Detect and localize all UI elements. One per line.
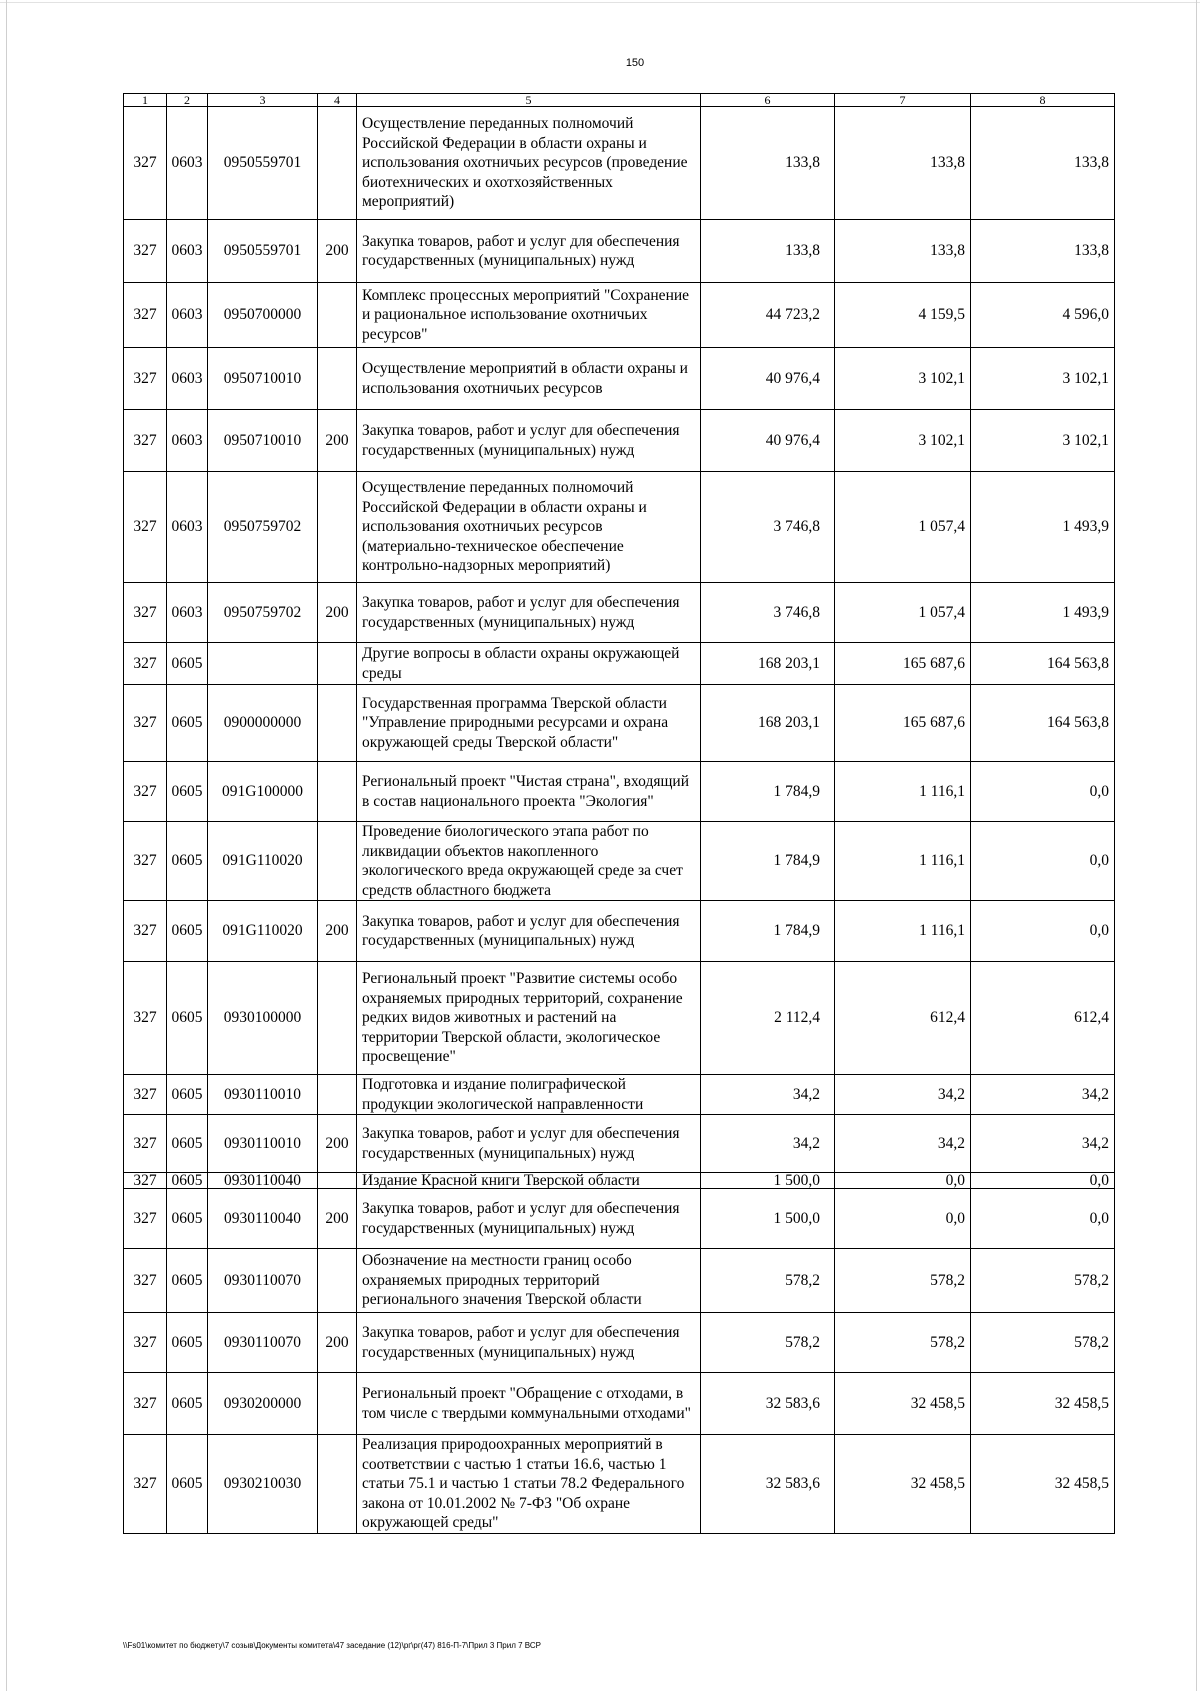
cell-expense-type: 200	[318, 583, 357, 643]
page-number: 150	[625, 57, 645, 69]
cell-description: Проведение биологического этапа работ по ликвидации объектов накопленного экологического вреда окружающей среде за счет средств областного бюджета	[357, 822, 701, 901]
cell-amount-col7: 34,2	[835, 1075, 971, 1115]
cell-amount-col7: 612,4	[835, 962, 971, 1075]
cell-target-article: 0900000000	[208, 685, 318, 762]
cell-expense-type	[318, 1173, 357, 1189]
cell-amount-col7: 3 102,1	[835, 410, 971, 472]
cell-subsection: 0605	[167, 901, 208, 962]
cell-description: Закупка товаров, работ и услуг для обеспечения государственных (муниципальных) нужд	[357, 410, 701, 472]
cell-amount-col6: 32 583,6	[701, 1373, 835, 1435]
cell-description: Региональный проект "Развитие системы особо охраняемых природных территорий, сохранение редких видов животных и растений на территории Тверской области, экологическое просвещение"	[357, 962, 701, 1075]
table-row	[124, 410, 1115, 472]
cell-description: Подготовка и издание полиграфической продукции экологической направленности	[357, 1075, 701, 1115]
cell-amount-col8: 0,0	[971, 901, 1115, 962]
cell-target-article: 0930110010	[208, 1115, 318, 1173]
table-row	[124, 685, 1115, 762]
cell-subsection: 0603	[167, 283, 208, 348]
cell-amount-col6: 40 976,4	[701, 410, 835, 472]
cell-section: 327	[124, 348, 167, 410]
footer-file-path: \\Fs01\комитет по бюджету\7 созыв\Документы комитета\47 заседание (12)\рг\рг(47) 816-П-7\Прил 3 Прил 7 ВСР	[123, 1641, 541, 1650]
cell-subsection: 0603	[167, 472, 208, 583]
cell-target-article: 0930110040	[208, 1189, 318, 1249]
cell-amount-col6: 3 746,8	[701, 583, 835, 643]
cell-subsection: 0605	[167, 962, 208, 1075]
cell-description: Закупка товаров, работ и услуг для обеспечения государственных (муниципальных) нужд	[357, 1115, 701, 1173]
cell-expense-type: 200	[318, 901, 357, 962]
cell-amount-col8: 164 563,8	[971, 685, 1115, 762]
cell-expense-type	[318, 283, 357, 348]
cell-section: 327	[124, 410, 167, 472]
cell-target-article: 0950700000	[208, 283, 318, 348]
cell-expense-type	[318, 962, 357, 1075]
cell-amount-col7: 578,2	[835, 1249, 971, 1313]
cell-amount-col8: 1 493,9	[971, 583, 1115, 643]
scan-right-edge	[1196, 0, 1197, 1691]
cell-target-article: 091G100000	[208, 762, 318, 822]
cell-amount-col7: 165 687,6	[835, 685, 971, 762]
table-row	[124, 1435, 1115, 1534]
cell-amount-col8: 612,4	[971, 962, 1115, 1075]
column-header: 7	[835, 94, 971, 107]
cell-section: 327	[124, 583, 167, 643]
cell-target-article: 091G110020	[208, 901, 318, 962]
cell-amount-col7: 3 102,1	[835, 348, 971, 410]
cell-amount-col8: 0,0	[971, 1173, 1115, 1189]
cell-amount-col7: 165 687,6	[835, 643, 971, 685]
cell-amount-col6: 168 203,1	[701, 643, 835, 685]
table-row	[124, 472, 1115, 583]
cell-description: Закупка товаров, работ и услуг для обеспечения государственных (муниципальных) нужд	[357, 220, 701, 283]
cell-section: 327	[124, 1173, 167, 1189]
table-row	[124, 220, 1115, 283]
cell-amount-col7: 34,2	[835, 1115, 971, 1173]
cell-amount-col8: 164 563,8	[971, 643, 1115, 685]
cell-description: Издание Красной книги Тверской области	[357, 1173, 701, 1189]
cell-target-article: 0930110070	[208, 1313, 318, 1373]
cell-target-article: 0930110010	[208, 1075, 318, 1115]
cell-description: Региональный проект "Чистая страна", входящий в состав национального проекта "Экология"	[357, 762, 701, 822]
cell-subsection: 0605	[167, 643, 208, 685]
cell-expense-type: 200	[318, 220, 357, 283]
cell-amount-col6: 578,2	[701, 1249, 835, 1313]
column-header: 4	[318, 94, 357, 107]
column-header: 5	[357, 94, 701, 107]
cell-amount-col8: 3 102,1	[971, 410, 1115, 472]
cell-target-article: 0950559701	[208, 220, 318, 283]
cell-target-article: 0950759702	[208, 472, 318, 583]
cell-description: Закупка товаров, работ и услуг для обеспечения государственных (муниципальных) нужд	[357, 583, 701, 643]
cell-target-article: 0930200000	[208, 1373, 318, 1435]
cell-target-article: 0930210030	[208, 1435, 318, 1534]
cell-amount-col7: 578,2	[835, 1313, 971, 1373]
cell-amount-col6: 133,8	[701, 107, 835, 220]
cell-subsection: 0605	[167, 822, 208, 901]
cell-expense-type	[318, 762, 357, 822]
cell-subsection: 0605	[167, 1189, 208, 1249]
table-row	[124, 762, 1115, 822]
cell-target-article: 091G110020	[208, 822, 318, 901]
cell-section: 327	[124, 643, 167, 685]
cell-expense-type	[318, 822, 357, 901]
cell-target-article: 0930110070	[208, 1249, 318, 1313]
table-row	[124, 107, 1115, 220]
cell-expense-type: 200	[318, 1189, 357, 1249]
cell-section: 327	[124, 685, 167, 762]
table-row	[124, 1115, 1115, 1173]
cell-amount-col7: 1 116,1	[835, 762, 971, 822]
cell-amount-col7: 1 116,1	[835, 822, 971, 901]
cell-description: Закупка товаров, работ и услуг для обеспечения государственных (муниципальных) нужд	[357, 1313, 701, 1373]
table-row	[124, 1313, 1115, 1373]
cell-amount-col8: 32 458,5	[971, 1373, 1115, 1435]
cell-amount-col7: 0,0	[835, 1173, 971, 1189]
cell-target-article	[208, 643, 318, 685]
column-header: 3	[208, 94, 318, 107]
cell-description: Комплекс процессных мероприятий "Сохранение и рациональное использование охотничьих ресурсов"	[357, 283, 701, 348]
cell-subsection: 0603	[167, 107, 208, 220]
cell-description: Региональный проект "Обращение с отходами, в том числе с твердыми коммунальными отходами"	[357, 1373, 701, 1435]
cell-description: Осуществление мероприятий в области охраны и использования охотничьих ресурсов	[357, 348, 701, 410]
cell-target-article: 0930100000	[208, 962, 318, 1075]
cell-section: 327	[124, 220, 167, 283]
cell-section: 327	[124, 1435, 167, 1534]
cell-amount-col7: 1 057,4	[835, 583, 971, 643]
scan-left-edge	[6, 0, 7, 1691]
cell-target-article: 0950559701	[208, 107, 318, 220]
cell-amount-col7: 32 458,5	[835, 1373, 971, 1435]
cell-section: 327	[124, 762, 167, 822]
cell-section: 327	[124, 1249, 167, 1313]
cell-amount-col8: 578,2	[971, 1313, 1115, 1373]
cell-expense-type	[318, 1435, 357, 1534]
cell-amount-col8: 0,0	[971, 1189, 1115, 1249]
cell-description: Реализация природоохранных мероприятий в соответствии с частью 1 статьи 16.6, частью 1 статьи 75.1 и частью 1 статьи 78.2 Федерального закона от 10.01.2002 № 7-ФЗ "Об охране окружающей среды"	[357, 1435, 701, 1534]
cell-amount-col6: 1 500,0	[701, 1173, 835, 1189]
cell-subsection: 0605	[167, 685, 208, 762]
table-row	[124, 348, 1115, 410]
table-row	[124, 283, 1115, 348]
cell-amount-col6: 1 784,9	[701, 762, 835, 822]
cell-amount-col6: 3 746,8	[701, 472, 835, 583]
cell-expense-type	[318, 348, 357, 410]
cell-amount-col8: 4 596,0	[971, 283, 1115, 348]
cell-amount-col8: 3 102,1	[971, 348, 1115, 410]
cell-subsection: 0605	[167, 1173, 208, 1189]
cell-amount-col6: 34,2	[701, 1115, 835, 1173]
cell-expense-type	[318, 643, 357, 685]
cell-amount-col6: 40 976,4	[701, 348, 835, 410]
table-row	[124, 1189, 1115, 1249]
cell-subsection: 0605	[167, 1249, 208, 1313]
cell-section: 327	[124, 1189, 167, 1249]
cell-section: 327	[124, 1373, 167, 1435]
cell-section: 327	[124, 472, 167, 583]
table-row	[124, 1373, 1115, 1435]
cell-expense-type: 200	[318, 1115, 357, 1173]
cell-amount-col6: 578,2	[701, 1313, 835, 1373]
cell-expense-type: 200	[318, 410, 357, 472]
cell-description: Обозначение на местности границ особо охраняемых природных территорий регионального значения Тверской области	[357, 1249, 701, 1313]
cell-description: Закупка товаров, работ и услуг для обеспечения государственных (муниципальных) нужд	[357, 901, 701, 962]
cell-subsection: 0605	[167, 1313, 208, 1373]
cell-amount-col7: 133,8	[835, 107, 971, 220]
cell-subsection: 0605	[167, 1373, 208, 1435]
cell-amount-col6: 133,8	[701, 220, 835, 283]
cell-amount-col6: 34,2	[701, 1075, 835, 1115]
cell-amount-col7: 1 057,4	[835, 472, 971, 583]
cell-description: Осуществление переданных полномочий Российской Федерации в области охраны и использования охотничьих ресурсов (материально-техническое обеспечение контрольно-надзорных мероприятий)	[357, 472, 701, 583]
cell-amount-col8: 34,2	[971, 1075, 1115, 1115]
cell-amount-col7: 4 159,5	[835, 283, 971, 348]
cell-section: 327	[124, 1313, 167, 1373]
cell-amount-col7: 133,8	[835, 220, 971, 283]
cell-expense-type	[318, 685, 357, 762]
cell-target-article: 0950710010	[208, 348, 318, 410]
table-row	[124, 1173, 1115, 1189]
cell-target-article: 0950710010	[208, 410, 318, 472]
table-row	[124, 901, 1115, 962]
table-row	[124, 1249, 1115, 1313]
cell-amount-col8: 133,8	[971, 220, 1115, 283]
cell-amount-col8: 1 493,9	[971, 472, 1115, 583]
cell-target-article: 0930110040	[208, 1173, 318, 1189]
cell-description: Закупка товаров, работ и услуг для обеспечения государственных (муниципальных) нужд	[357, 1189, 701, 1249]
column-header: 6	[701, 94, 835, 107]
cell-amount-col6: 168 203,1	[701, 685, 835, 762]
cell-expense-type	[318, 1075, 357, 1115]
cell-subsection: 0603	[167, 348, 208, 410]
cell-expense-type	[318, 472, 357, 583]
cell-subsection: 0605	[167, 1435, 208, 1534]
table-row	[124, 962, 1115, 1075]
cell-amount-col7: 1 116,1	[835, 901, 971, 962]
cell-section: 327	[124, 107, 167, 220]
cell-expense-type	[318, 107, 357, 220]
cell-subsection: 0605	[167, 1075, 208, 1115]
budget-table	[123, 93, 1115, 1534]
cell-expense-type	[318, 1373, 357, 1435]
table-row	[124, 583, 1115, 643]
cell-amount-col8: 0,0	[971, 762, 1115, 822]
table-row	[124, 822, 1115, 901]
cell-amount-col6: 32 583,6	[701, 1435, 835, 1534]
cell-amount-col7: 32 458,5	[835, 1435, 971, 1534]
cell-amount-col6: 2 112,4	[701, 962, 835, 1075]
cell-section: 327	[124, 283, 167, 348]
header-row	[124, 94, 1115, 107]
cell-description: Осуществление переданных полномочий Российской Федерации в области охраны и использования охотничьих ресурсов (проведение биотехнических и охотхозяйственных мероприятий)	[357, 107, 701, 220]
table-row	[124, 1075, 1115, 1115]
cell-subsection: 0603	[167, 583, 208, 643]
cell-expense-type	[318, 1249, 357, 1313]
cell-subsection: 0603	[167, 410, 208, 472]
scan-top-edge	[0, 2, 1200, 3]
cell-subsection: 0605	[167, 762, 208, 822]
cell-amount-col6: 44 723,2	[701, 283, 835, 348]
cell-amount-col6: 1 784,9	[701, 822, 835, 901]
cell-amount-col8: 0,0	[971, 822, 1115, 901]
cell-description: Другие вопросы в области охраны окружающей среды	[357, 643, 701, 685]
cell-subsection: 0605	[167, 1115, 208, 1173]
cell-amount-col7: 0,0	[835, 1189, 971, 1249]
column-header: 2	[167, 94, 208, 107]
table-row	[124, 643, 1115, 685]
cell-amount-col8: 578,2	[971, 1249, 1115, 1313]
cell-amount-col8: 32 458,5	[971, 1435, 1115, 1534]
cell-target-article: 0950759702	[208, 583, 318, 643]
cell-subsection: 0603	[167, 220, 208, 283]
cell-section: 327	[124, 901, 167, 962]
cell-section: 327	[124, 822, 167, 901]
column-header: 8	[971, 94, 1115, 107]
cell-amount-col8: 133,8	[971, 107, 1115, 220]
cell-section: 327	[124, 1075, 167, 1115]
cell-section: 327	[124, 962, 167, 1075]
cell-amount-col8: 34,2	[971, 1115, 1115, 1173]
cell-amount-col6: 1 500,0	[701, 1189, 835, 1249]
cell-expense-type: 200	[318, 1313, 357, 1373]
cell-section: 327	[124, 1115, 167, 1173]
column-header: 1	[124, 94, 167, 107]
cell-amount-col6: 1 784,9	[701, 901, 835, 962]
cell-description: Государственная программа Тверской области "Управление природными ресурсами и охрана окружающей среды Тверской области"	[357, 685, 701, 762]
